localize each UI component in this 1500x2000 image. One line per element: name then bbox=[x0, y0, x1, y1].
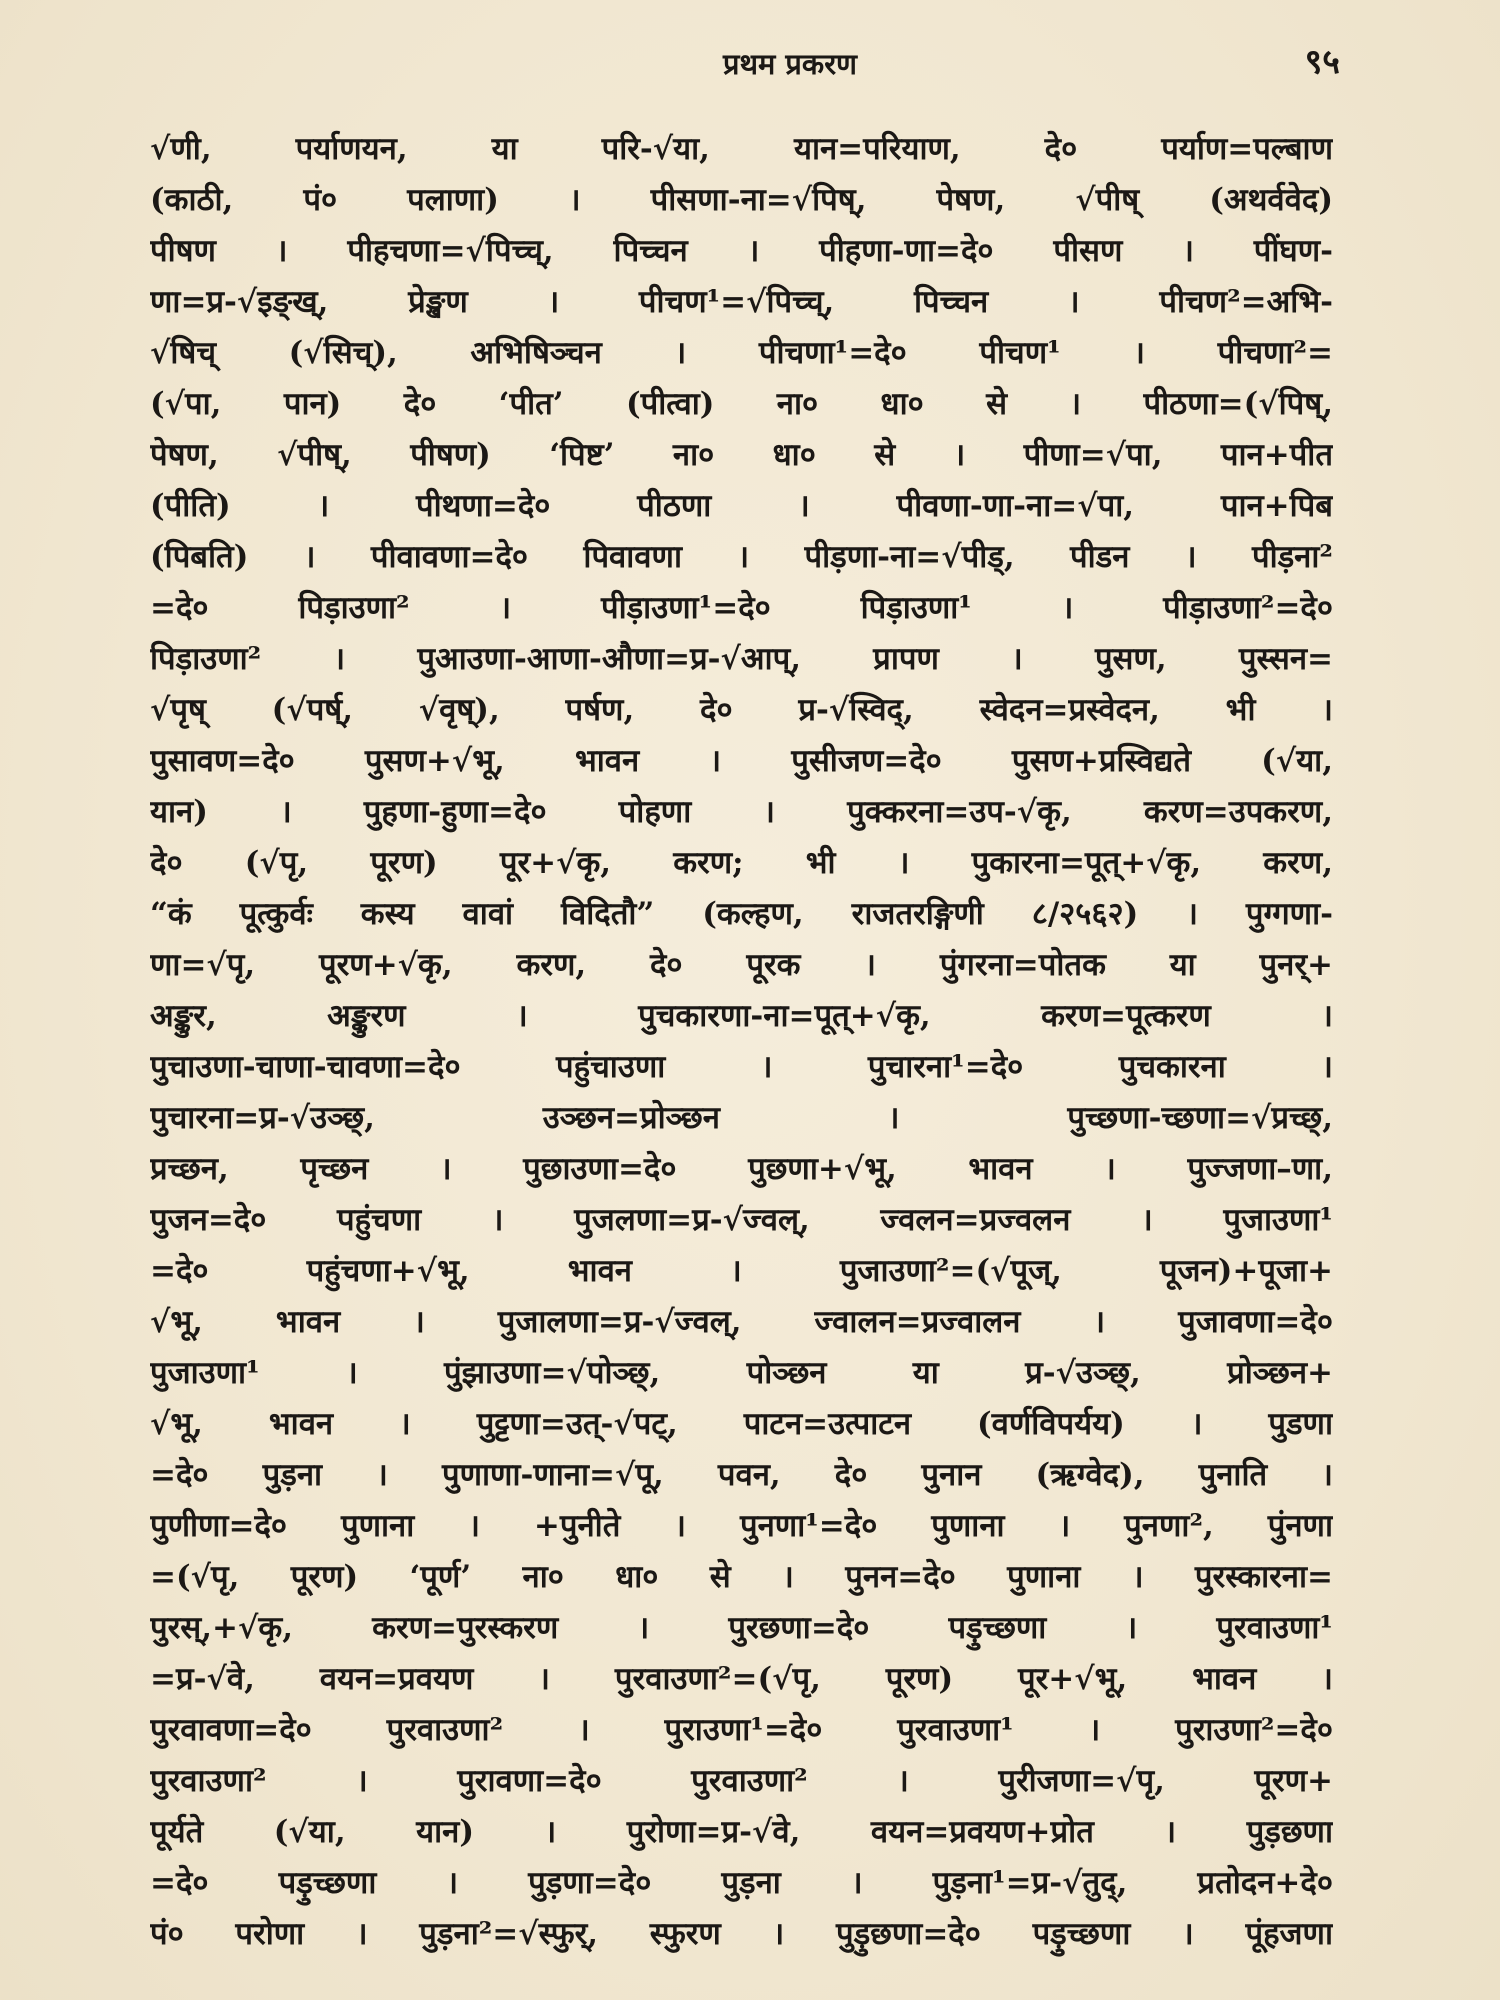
text-line: णा=प्र-√इङ्ख्, प्रेङ्खण । पीचण¹=√पिच्च्, पिच्चन । पीचण²=अभि- bbox=[150, 284, 1333, 320]
text-line: (पिबति) । पीवावणा=दे० पिवावणा । पीड़णा-ना=√पीड्, पीडन । पीड़ना² bbox=[150, 539, 1333, 575]
text-line: =दे० पिड़ाउणा² । पीड़ाउणा¹=दे० पिड़ाउणा¹ । पीड़ाउणा²=दे० bbox=[150, 590, 1333, 626]
dictionary-text-block bbox=[150, 124, 1333, 1960]
text-line: पुरवाउणा² । पुरावणा=दे० पुरवाउणा² । पुरीजणा=√पृ, पूरण+ bbox=[150, 1763, 1333, 1799]
text-line: यान) । पुहणा-हुणा=दे० पोहणा । पुक्करना=उप-√कृ, करण=उपकरण, bbox=[150, 794, 1333, 830]
text-line: =दे० पहुंचणा+√भू, भावन । पुजाउणा²=(√पूज्, पूजन)+पूजा+ bbox=[150, 1253, 1333, 1289]
text-line: पुचारना=प्र-√उञ्छ्, उञ्छन=प्रोञ्छन । पुच्छणा-च्छणा=√प्रच्छ्, bbox=[150, 1100, 1333, 1136]
text-line: पूर्यते (√या, यान) । पुरोणा=प्र-√वे, वयन=प्रवयण+प्रोत । पुड़छणा bbox=[150, 1814, 1333, 1850]
text-line: पुणीणा=दे० पुणाना । +पुनीते । पुनणा¹=दे० पुणाना । पुनणा², पुंनणा bbox=[150, 1508, 1333, 1544]
text-line: √भू, भावन । पुट्टणा=उत्-√पट्, पाटन=उत्पाटन (वर्णविपर्यय) । पुडणा bbox=[150, 1406, 1333, 1442]
text-line: =दे० पड़ुच्छणा । पुड़णा=दे० पुड़ना । पुड़ना¹=प्र-√तुद्, प्रतोदन+दे० bbox=[150, 1865, 1333, 1901]
page-number: ९५ bbox=[1304, 42, 1340, 82]
text-line: पुजाउणा¹ । पुंझाउणा=√पोञ्छ्, पोञ्छन या प्र-√उञ्छ्, प्रोञ्छन+ bbox=[150, 1355, 1333, 1391]
text-line: √भू, भावन । पुजालणा=प्र-√ज्वल्, ज्वालन=प्रज्वालन । पुजावणा=दे० bbox=[150, 1304, 1333, 1340]
text-line: (काठी, पं० पलाणा) । पीसणा-ना=√पिष्, पेषण, √पीष् (अथर्ववेद) bbox=[150, 182, 1333, 218]
text-line: पुरस्,+√कृ, करण=पुरस्करण । पुरछणा=दे० पड़ुच्छणा । पुरवाउणा¹ bbox=[150, 1610, 1333, 1646]
section-title: प्रथम प्रकरण bbox=[722, 47, 858, 81]
text-line: √पृष् (√पर्ष्, √वृष्), पर्षण, दे० प्र-√स्विद्, स्वेदन=प्रस्वेदन, भी । bbox=[150, 692, 1333, 728]
text-line: (पीति) । पीथणा=दे० पीठणा । पीवणा-णा-ना=√पा, पान+पिब bbox=[150, 488, 1333, 524]
text-line: अङ्कुर, अङ्कुरण । पुचकारणा-ना=पूत्+√कृ, करण=पूत्करण । bbox=[150, 998, 1333, 1034]
text-line: पुचाउणा-चाणा-चावणा=दे० पहुंचाउणा । पुचारना¹=दे० पुचकारना । bbox=[150, 1049, 1333, 1085]
text-line: =प्र-√वे, वयन=प्रवयण । पुरवाउणा²=(√पृ, पूरण) पूर+√भू, भावन । bbox=[150, 1661, 1333, 1697]
text-line: पुजन=दे० पहुंचणा । पुजलणा=प्र-√ज्वल्, ज्वलन=प्रज्वलन । पुजाउणा¹ bbox=[150, 1202, 1333, 1238]
text-line: प्रच्छन, पृच्छन । पुछाउणा=दे० पुछणा+√भू, भावन । पुज्जणा–णा, bbox=[150, 1151, 1333, 1187]
text-line: पेषण, √पीष्, पीषण) ‘पिष्ट’ ना० धा० से । पीणा=√पा, पान+पीत bbox=[150, 437, 1333, 473]
text-line: पीषण । पीहचणा=√पिच्च्, पिच्चन । पीहणा-णा=दे० पीसण । पींघण- bbox=[150, 233, 1333, 269]
text-line: पुरवावणा=दे० पुरवाउणा² । पुराउणा¹=दे० पुरवाउणा¹ । पुराउणा²=दे० bbox=[150, 1712, 1333, 1748]
text-line: =(√पृ, पूरण) ‘पूर्ण’ ना० धा० से । पुनन=दे० पुणाना । पुरस्कारना= bbox=[150, 1559, 1333, 1595]
text-line: “कं पूत्कुर्वः कस्य वावां विदितौ” (कल्हण, राजतरङ्गिणी ८/२५६२) । पुग्गणा- bbox=[150, 896, 1333, 932]
text-line: पुसावण=दे० पुसण+√भू, भावन । पुसीजण=दे० पुसण+प्रस्विद्यते (√या, bbox=[150, 743, 1333, 779]
text-line: पिड़ाउणा² । पुआउणा-आणा-औणा=प्र-√आप्, प्रापण । पुसण, पुस्सन= bbox=[150, 641, 1333, 677]
page-header bbox=[0, 34, 1500, 94]
text-line: पं० परोणा । पुड़ना²=√स्फुर्, स्फुरण । पुड़ुछणा=दे० पड़ुच्छणा । पूंहजणा bbox=[150, 1916, 1333, 1952]
text-line: =दे० पुड़ना । पुणाणा-णाना=√पू, पवन, दे० पुनान (ऋग्वेद), पुनाति । bbox=[150, 1457, 1333, 1493]
text-line: √षिच् (√सिच्), अभिषिञ्चन । पीचणा¹=दे० पीचण¹ । पीचणा²= bbox=[150, 335, 1333, 371]
text-line: (√पा, पान) दे० ‘पीत’ (पीत्वा) ना० धा० से । पीठणा=(√पिष्, bbox=[150, 386, 1333, 422]
text-line: दे० (√पृ, पूरण) पूर+√कृ, करण; भी । पुकारना=पूत्+√कृ, करण, bbox=[150, 845, 1333, 881]
text-line: णा=√पृ, पूरण+√कृ, करण, दे० पूरक । पुंगरना=पोतक या पुनर्+ bbox=[150, 947, 1333, 983]
text-line: √णी, पर्याणयन, या परि-√या, यान=परियाण, दे० पर्याण=पल्बाण bbox=[150, 131, 1333, 167]
